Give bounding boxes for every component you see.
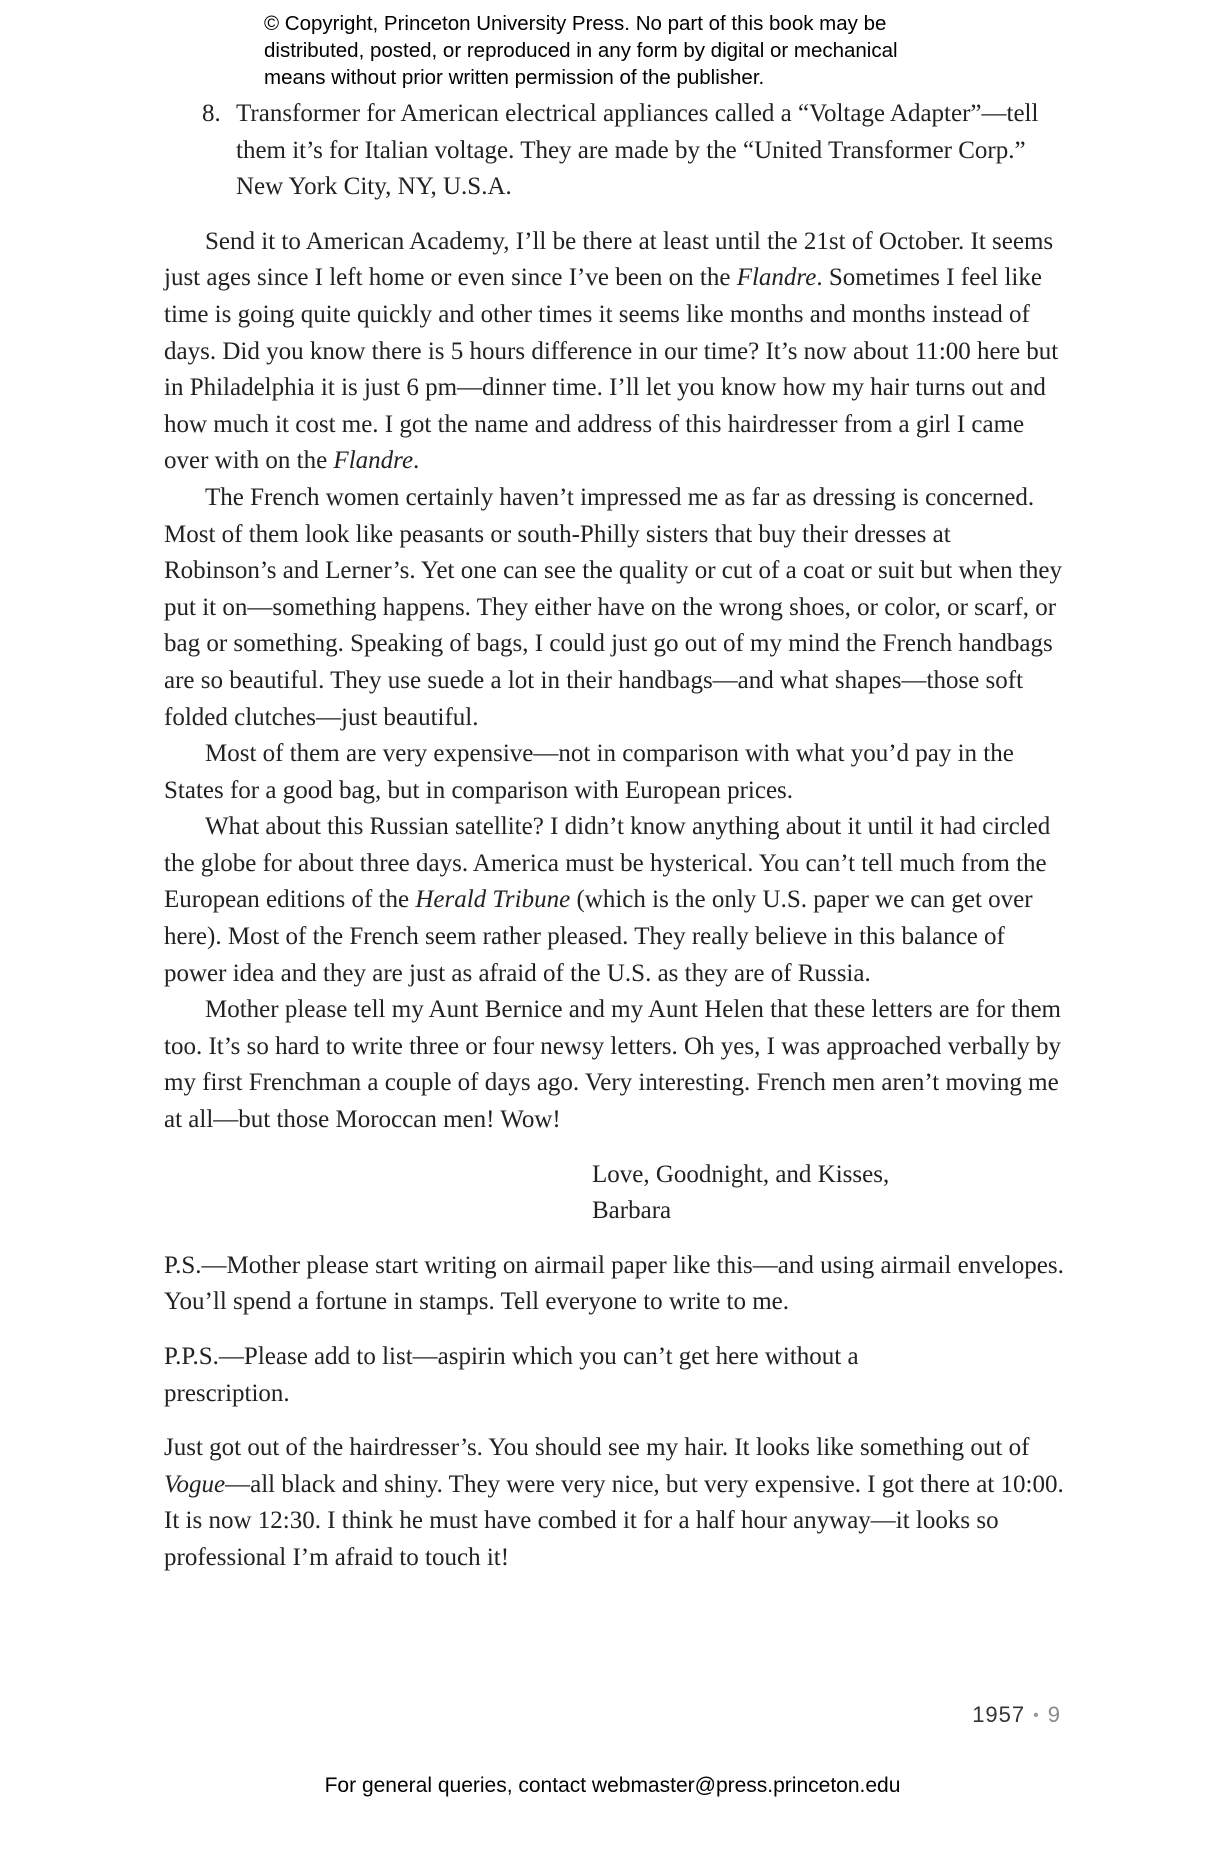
paragraph-1-part-c: . — [413, 447, 420, 475]
magazine-name: Vogue — [164, 1470, 226, 1498]
paragraph-5: Mother please tell my Aunt Bernice and my Aunt Helen that these letters are for them too. It’s so hard to write three or four newsy letters. Oh yes, I was approached verbally by my first Frenchman a couple of days ago. Very interesting. French men aren’t moving me at all—but those Moroccan men! Wow! — [164, 996, 1061, 1134]
paragraph-2: The French women certainly haven’t impressed me as far as dressing is concerned. Most of them look like peasants or south-Philly sisters that buy their dresses at Robinson’s and Lerner’s. Yet one can see the quality or cut of a coat or suit but when they put it on—something happens. They either have on the wrong shoes, or color, or scarf, or bag or something. Speaking of bags, I could just go out of my mind the French handbags are so beautiful. They use suede a lot in their handbags—and what shapes—those soft folded clutches—just beautiful. — [164, 483, 1062, 731]
paragraph-4-part-b: (which is the only U.S. paper we can get over here). Most of the French seem rather pleased. They really believe in this balance of power idea and they are just as afraid of the U.S. as they are of Russia. — [164, 886, 1033, 987]
contact-footer: For general queries, contact webmaster@press.princeton.edu — [324, 1774, 901, 1797]
copyright-line-3: means without prior written permission of the publisher. — [264, 66, 765, 89]
chapter-year: 1957 — [972, 1702, 1026, 1727]
page-footer-number — [972, 1702, 1061, 1728]
ship-name-flandre-2: Flandre — [333, 447, 414, 475]
copyright-line-1: © Copyright, Princeton University Press. No part of this book may be — [264, 12, 887, 35]
post-postscript: P.P.S.—Please add to list—aspirin which you can’t get here without a prescription. — [164, 1343, 859, 1407]
separator-bullet: • — [1033, 1707, 1040, 1725]
copyright-notice — [264, 10, 1004, 91]
final-paragraph — [164, 1430, 1064, 1576]
paragraph-1-part-b: . Sometimes I feel like time is going quite quickly and other times it seems like months and months instead of days. Did you know there is 5 hours difference in our time? It’s now about 11:00 here but in Philadelphia it is just 6 pm—dinner time. I’ll let you know how my hair turns out and how much it cost me. I got the name and address of this hairdresser from a girl I came over with on the — [164, 264, 1059, 475]
closing-salutation: Love, Goodnight, and Kisses, — [592, 1160, 890, 1188]
copyright-line-2: distributed, posted, or reproduced in any form by digital or mechanical — [264, 39, 898, 62]
closing-signature: Barbara — [592, 1197, 672, 1225]
list-item-8 — [202, 96, 1064, 206]
list-item-number: 8. — [202, 100, 221, 127]
ship-name-flandre-1: Flandre — [736, 264, 817, 292]
paragraph-1-part-a: Send it to American Academy, I’ll be there at least until the 21st of October. It seems just ages since I left home or even since I’ve been on the — [164, 227, 1054, 292]
paragraph-3: Most of them are very expensive—not in comparison with what you’d pay in the States for a good bag, but in comparison with European prices. — [164, 740, 1014, 804]
page-number: 9 — [1047, 1702, 1061, 1727]
paragraph-4 — [164, 809, 1064, 992]
newspaper-name: Herald Tribune — [415, 886, 571, 914]
letter-closing — [592, 1157, 1064, 1230]
paragraph-1 — [164, 224, 1064, 480]
final-paragraph-part-b: —all black and shiny. They were very nice, but very expensive. I got there at 10:00. It is now 12:30. I think he must have combed it for a half hour anyway—it looks so professional I’m afraid to touch it! — [164, 1470, 1064, 1571]
letter-body — [164, 96, 1064, 1577]
paragraph-4-part-a: What about this Russian satellite? I didn’t know anything about it until it had circled the globe for about three days. America must be hysterical. You can’t tell much from the European editions of the — [164, 813, 1051, 914]
final-paragraph-part-a: Just got out of the hairdresser’s. You should see my hair. It looks like something out of — [164, 1434, 1030, 1462]
list-item-text: Transformer for American electrical appliances called a “Voltage Adapter”—tell them it’s for Italian voltage. They are made by the “United Transformer Corp.” New York City, NY, U.S.A. — [236, 100, 1039, 201]
postscript: P.S.—Mother please start writing on airmail paper like this—and using airmail envelopes. You’ll spend a fortune in stamps. Tell everyone to write to me. — [164, 1251, 1064, 1316]
